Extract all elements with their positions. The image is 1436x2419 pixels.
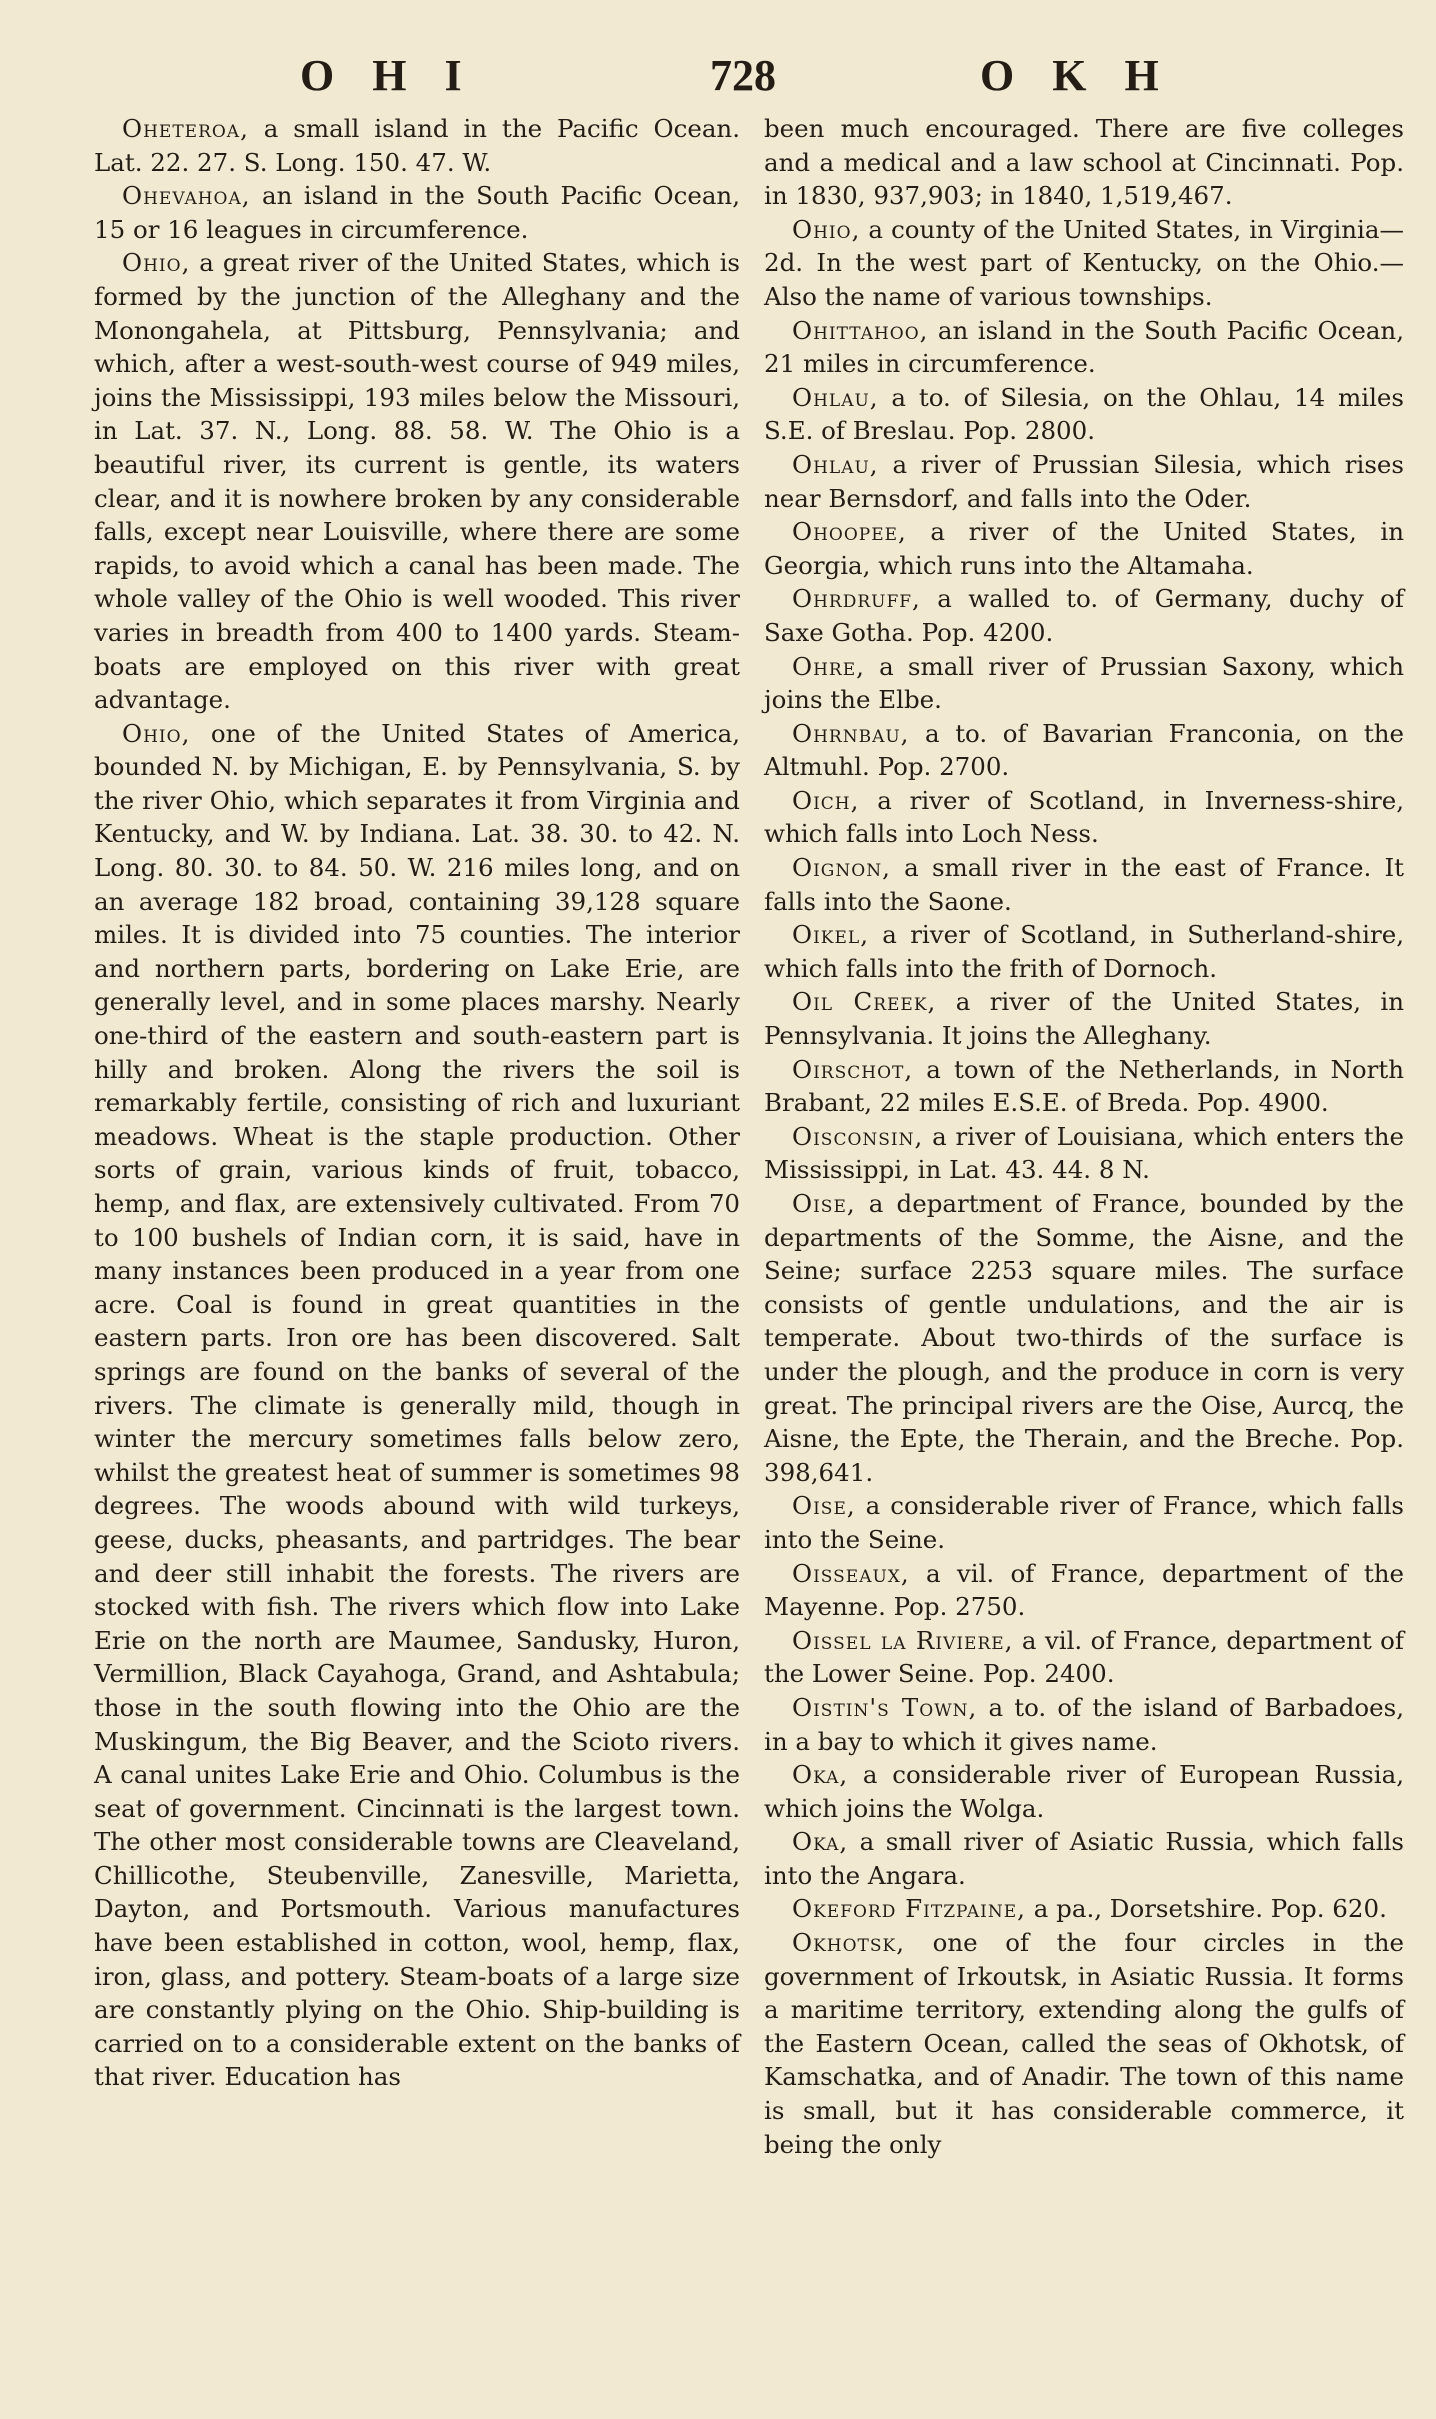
entry-text: a considerable river of European Russia, which joins the Wolga. [764, 1760, 1404, 1823]
entry-text: a to. of Silesia, on the Ohlau, 14 miles S.E. of Breslau. Pop. 2800. [764, 382, 1404, 446]
entry [764, 1187, 1404, 1489]
entry-text: a river of the United States, in Georgia, which runs into the Altamaha. [764, 517, 1404, 580]
entry [764, 985, 1404, 1052]
entry-text: a walled to. of Germany, duchy of Saxe Gotha. Pop. 4200. [764, 584, 1404, 647]
entry-text: an island in the South Pacific Ocean, 15 or 16 leagues in circumference. [94, 181, 740, 244]
entry [764, 1825, 1404, 1892]
entry-text: a river of Louisiana, which enters the Mississippi, in Lat. 43. 44. 8 N. [764, 1121, 1404, 1185]
entry-text: a department of France, bounded by the departments of the Somme, the Aisne, and the Seine; surface 2253 square miles. The surface consists of gentle undulations, and the air is temperate. About two-thirds of the surface is under the plough, and the produce in corn is very great. The principal rivers are the Oise, Aurcq, the Aisne, the Epte, the Therain, and the Breche. Pop. 398,641. [764, 1189, 1404, 1487]
entry [764, 1624, 1404, 1691]
entry-text: a county of the United States, in Virginia—2d. In the west part of Kentucky, on the Ohio.—Also the name of various townships. [764, 214, 1404, 311]
entry [764, 381, 1404, 448]
entry [764, 213, 1404, 314]
entry-headword: Oise, [792, 1491, 856, 1521]
entry [94, 112, 740, 179]
entry-text: a vil. of France, department of the Lower Seine. Pop. 2400. [764, 1625, 1405, 1689]
entry [764, 1489, 1404, 1556]
right-column [764, 112, 1404, 2161]
entry [94, 179, 740, 246]
entry [764, 1691, 1404, 1758]
entry-headword: Oich, [792, 785, 860, 815]
entry [764, 1926, 1404, 2161]
entry-headword: Okhotsk, [792, 1928, 906, 1958]
entry-text: a river of Scotland, in Sutherland-shire, which falls into the frith of Dornoch. [764, 920, 1404, 983]
entry-text: a small river in the east of France. It falls into the Saone. [764, 853, 1404, 916]
entry [764, 851, 1404, 918]
entry-headword: Oise, [792, 1189, 856, 1218]
entry [764, 717, 1404, 784]
header-left-guide-word: OHI [300, 51, 500, 100]
entry-text: a river of Prussian Silesia, which rises near Bernsdorf, and falls into the Oder. [764, 449, 1404, 513]
entry-headword: Ohre, [792, 651, 865, 681]
entry-headword: Ohevahoa, [122, 181, 251, 211]
entry-headword: Oisseaux, [792, 1558, 910, 1588]
entry-headword: Oikel, [792, 920, 869, 950]
entry-headword: Oirschot, [792, 1054, 914, 1084]
entry [764, 1120, 1404, 1187]
entry-headword: Okeford Fitzpaine, [792, 1894, 1026, 1924]
entry [94, 246, 740, 716]
entry [764, 582, 1404, 649]
entry-text: a small island in the Pacific Ocean. Lat. 22. 27. S. Long. 150. 47. W. [94, 114, 740, 177]
entry-text: a river of Scotland, in Inverness-shire, which falls into Loch Ness. [764, 785, 1404, 849]
entry-text: a town of the Netherlands, in North Brabant, 22 miles E.S.E. of Breda. Pop. 4900. [764, 1054, 1404, 1118]
entry-headword: Oheteroa, [122, 114, 249, 143]
entry-headword: Ohio, [792, 214, 861, 244]
entry-headword: Ohittahoo, [792, 315, 929, 345]
entry [764, 918, 1404, 985]
running-header [0, 42, 1436, 112]
entry-headword: Oissel la Riviere, [792, 1625, 1014, 1655]
entry-text: one of the United States of America, bounded N. by Michigan, E. by Pennsylvania, S. by the river Ohio, which separates it from Virginia and Kentucky, and W. by Indiana. Lat. 38. 30. to 42. N. Long. 80. 30. to 84. 50. W. 216 miles long, and on an average 182 broad, containing 39,128 square miles. It is divided into 75 counties. The interior and northern parts, bordering on Lake Erie, are generally level, and in some places marshy. Nearly one-third of the eastern and south-eastern part is hilly and broken. Along the rivers the soil is remarkably fertile, consisting of rich and luxuriant meadows. Wheat is the staple production. Other sorts of grain, various kinds of fruit, tobacco, hemp, and flax, are extensively cultivated. From 70 to 100 bushels of Indian corn, it is said, have in many instances been produced in a year from one acre. Coal is found in great quantities in the eastern parts. Iron ore has been discovered. Salt springs are found on the banks of several of the rivers. The climate is generally mild, though in winter the mercury sometimes falls below zero, whilst the greatest heat of summer is sometimes 98 degrees. The woods abound with wild turkeys, geese, ducks, pheasants, and partridges. The bear and deer still inhabit the forests. The rivers are stocked with fish. The rivers which flow into Lake Erie on the north are Maumee, Sandusky, Huron, Vermillion, Black Cayahoga, Grand, and Ashtabula; those in the south flowing into the Ohio are the Muskingum, the Big Beaver, and the Scioto rivers. A canal unites Lake Erie and Ohio. Columbus is the seat of government. Cincinnati is the largest town. The other most considerable towns are Cleaveland, Chillicothe, Steubenville, Zanesville, Marietta, Dayton, and Portsmouth. Various manufactures have been established in cotton, wool, hemp, flax, iron, glass, and pottery. Steam-boats of a large size are constantly plying on the Ohio. Ship-building is carried on to a considerable extent on the banks of that river. Education has [94, 718, 740, 2092]
entry [764, 784, 1404, 851]
entry-headword: Ohrnbau, [792, 718, 910, 748]
entry-headword: Oil Creek, [792, 987, 937, 1017]
entry-text: a pa., Dorsetshire. Pop. 620. [1025, 1894, 1387, 1924]
entry-headword: Ohrdruff, [792, 584, 921, 614]
entry [764, 1758, 1404, 1825]
entry [94, 717, 740, 2094]
entry-headword: Ohlau, [792, 382, 879, 412]
entry-text: an island in the South Pacific Ocean, 21 miles in circumference. [764, 315, 1404, 379]
entry [764, 448, 1404, 515]
entry [764, 1892, 1404, 1926]
entry [764, 650, 1404, 717]
entry-text: been much encouraged. There are five colleges and a medical and a law school at Cincinnati. Pop. in 1830, 937,903; in 1840, 1,519,467. [764, 114, 1404, 211]
entry-text: a to. of the island of Barbadoes, in a bay to which it gives name. [764, 1692, 1404, 1756]
entry-text: a vil. of France, department of the Mayenne. Pop. 2750. [764, 1558, 1404, 1622]
entry-continuation [764, 112, 1404, 213]
entry-headword: Oka, [792, 1760, 849, 1790]
entry-headword: Oignon, [792, 853, 891, 883]
header-right-guide-word: OKH [980, 51, 1197, 100]
entry-headword: Ohio, [122, 248, 191, 278]
entry [764, 1053, 1404, 1120]
entry-text: a small river of Prussian Saxony, which joins the Elbe. [764, 651, 1404, 715]
page-number: 728 [710, 51, 776, 100]
entry-text: a river of the United States, in Pennsylvania. It joins the Alleghany. [764, 987, 1404, 1051]
entry [764, 515, 1404, 582]
entry-headword: Oka, [792, 1827, 849, 1857]
entry-text: a considerable river of France, which falls into the Seine. [764, 1491, 1404, 1554]
entry-headword: Ohlau, [792, 449, 879, 479]
entry-headword: Oisconsin, [792, 1121, 924, 1151]
entry-headword: Oistin's Town, [792, 1692, 978, 1722]
entry [764, 1557, 1404, 1624]
entry-text: a to. of Bavarian Franconia, on the Altmuhl. Pop. 2700. [764, 718, 1404, 782]
left-column [94, 112, 740, 2094]
entry-text: a great river of the United States, which is formed by the junction of the Alleghany and the Monongahela, at Pittsburg, Pennsylvania; and which, after a west-south-west course of 949 miles, joins the Mississippi, 193 miles below the Missouri, in Lat. 37. N., Long. 88. 58. W. The Ohio is a beautiful river, its current is gentle, its waters clear, and it is nowhere broken by any considerable falls, except near Louisville, where there are some rapids, to avoid which a canal has been made. The whole valley of the Ohio is well wooded. This river varies in breadth from 400 to 1400 yards. Steam-boats are employed on this river with great advantage. [94, 248, 740, 715]
entry-text: one of the four circles in the government of Irkoutsk, in Asiatic Russia. It forms a maritime territory, extending along the gulfs of the Eastern Ocean, called the seas of Okhotsk, of Kamschatka, and of Anadir. The town of this name is small, but it has considerable commerce, it being the only [764, 1928, 1404, 2159]
entry [764, 314, 1404, 381]
entry-text: a small river of Asiatic Russia, which falls into the Angara. [764, 1827, 1404, 1890]
entry-headword: Ohio, [122, 718, 191, 748]
entry-headword: Ohoopee, [792, 517, 907, 547]
